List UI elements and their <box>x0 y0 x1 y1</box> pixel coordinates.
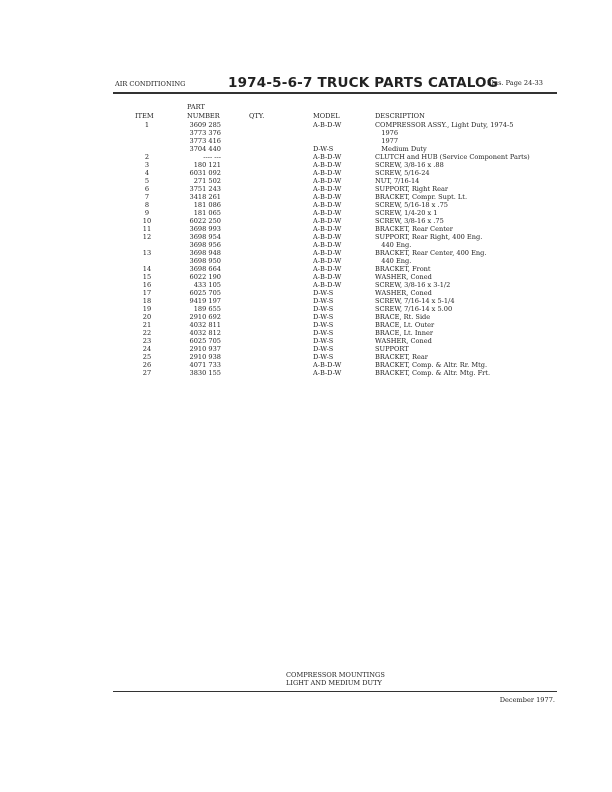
part-description: WASHER, Coned <box>375 337 432 345</box>
model-codes: D-W-S <box>313 297 334 305</box>
model-codes: D-W-S <box>313 345 334 353</box>
part-description: SCREW, 3/8-16 x .75 <box>375 217 444 225</box>
item-number: 8 <box>144 201 150 209</box>
model-codes: A-B-D-W <box>313 265 342 273</box>
model-codes: A-B-D-W <box>313 273 342 281</box>
table-row <box>0 265 612 273</box>
section-label: AIR CONDITIONING <box>115 80 186 88</box>
part-description: SCREW, 7/16-14 x 5.00 <box>375 305 453 313</box>
part-description: WASHER, Coned <box>375 289 432 297</box>
model-codes: D-W-S <box>313 145 334 153</box>
model-codes: D-W-S <box>313 313 334 321</box>
model-codes: A-B-D-W <box>313 233 342 241</box>
item-number: 17 <box>142 289 152 297</box>
part-description: BRACE, Lt. Outer <box>375 321 435 329</box>
part-description: BRACE, Rt. Side <box>375 313 431 321</box>
table-row <box>0 209 612 217</box>
figure-caption-line1: COMPRESSOR MOUNTINGS <box>286 671 385 679</box>
part-description: 440 Eng. <box>375 241 412 249</box>
model-codes: A-B-D-W <box>313 121 342 129</box>
table-row <box>0 137 612 145</box>
part-number: 3698 993 <box>189 225 221 233</box>
part-description: BRACKET, Rear Center <box>375 225 453 233</box>
part-number: 3751 243 <box>189 185 221 193</box>
part-number: 4071 733 <box>189 361 221 369</box>
table-row <box>0 249 612 257</box>
model-codes: A-B-D-W <box>313 369 342 377</box>
part-description: BRACKET, Comp. & Altr. Rr. Mtg. <box>375 361 488 369</box>
model-codes: A-B-D-W <box>313 257 342 265</box>
table-row <box>0 321 612 329</box>
part-description: 440 Eng. <box>375 257 412 265</box>
table-row <box>0 241 612 249</box>
part-description: SUPPORT, Right Rear <box>375 185 449 193</box>
item-number: 18 <box>142 297 152 305</box>
item-number: 1 <box>144 121 150 129</box>
model-codes: A-B-D-W <box>313 161 342 169</box>
part-number: 6031 092 <box>189 169 221 177</box>
part-description: CLUTCH and HUB (Service Component Parts) <box>375 153 530 161</box>
part-number: 181 065 <box>193 209 221 217</box>
model-codes: A-B-D-W <box>313 225 342 233</box>
model-codes: A-B-D-W <box>313 217 342 225</box>
footer-rule <box>113 691 557 692</box>
part-description: Medium Duty <box>375 145 427 153</box>
part-number: 189 655 <box>193 305 221 313</box>
part-description: SCREW, 1/4-20 x 1 <box>375 209 438 217</box>
item-number: 22 <box>142 329 152 337</box>
item-number: 19 <box>142 305 152 313</box>
item-number: 6 <box>144 185 150 193</box>
part-description: SCREW, 3/8-16 x 3-1/2 <box>375 281 451 289</box>
item-number: 13 <box>142 249 152 257</box>
part-description: 1977 <box>375 137 399 145</box>
item-number: 11 <box>142 225 152 233</box>
part-description: 1976 <box>375 129 399 137</box>
part-description: SUPPORT <box>375 345 409 353</box>
col-part-top: PART <box>187 103 205 111</box>
part-description: BRACKET, Rear <box>375 353 428 361</box>
item-number: 23 <box>142 337 152 345</box>
part-number: 3698 954 <box>189 233 221 241</box>
part-number: 3698 948 <box>189 249 221 257</box>
model-codes: A-B-D-W <box>313 169 342 177</box>
part-number: 3698 956 <box>189 241 221 249</box>
table-row <box>0 361 612 369</box>
table-row <box>0 345 612 353</box>
table-row <box>0 281 612 289</box>
part-number: 3698 664 <box>189 265 221 273</box>
table-row <box>0 121 612 129</box>
table-row <box>0 313 612 321</box>
table-row <box>0 161 612 169</box>
table-row <box>0 329 612 337</box>
model-codes: A-B-D-W <box>313 361 342 369</box>
model-codes: D-W-S <box>313 321 334 329</box>
model-codes: A-B-D-W <box>313 177 342 185</box>
part-description: BRACKET, Comp. & Altr. Mtg. Frt. <box>375 369 491 377</box>
item-number: 14 <box>142 265 152 273</box>
table-row <box>0 145 612 153</box>
item-number: 7 <box>144 193 150 201</box>
item-number: 24 <box>142 345 152 353</box>
item-number: 27 <box>142 369 152 377</box>
table-row <box>0 153 612 161</box>
part-number: 4032 811 <box>189 321 221 329</box>
table-row <box>0 257 612 265</box>
part-description: SCREW, 7/16-14 x 5-1/4 <box>375 297 455 305</box>
table-row <box>0 177 612 185</box>
item-number: 5 <box>144 177 150 185</box>
item-number: 9 <box>144 209 150 217</box>
part-description: COMPRESSOR ASSY., Light Duty, 1974-5 <box>375 121 514 129</box>
model-codes: D-W-S <box>313 329 334 337</box>
part-number: 6022 190 <box>189 273 221 281</box>
col-description: DESCRIPTION <box>375 112 425 120</box>
part-number: ---- --- <box>203 153 221 161</box>
model-codes: D-W-S <box>313 305 334 313</box>
table-row <box>0 305 612 313</box>
model-codes: D-W-S <box>313 337 334 345</box>
table-row <box>0 233 612 241</box>
item-number: 21 <box>142 321 152 329</box>
table-row <box>0 337 612 345</box>
part-number: 3830 155 <box>189 369 221 377</box>
table-row <box>0 289 612 297</box>
part-description: SCREW, 3/8-16 x .88 <box>375 161 444 169</box>
model-codes: A-B-D-W <box>313 281 342 289</box>
table-row <box>0 169 612 177</box>
part-description: BRACKET, Compr. Supt. Lt. <box>375 193 468 201</box>
model-codes: A-B-D-W <box>313 201 342 209</box>
model-codes: A-B-D-W <box>313 209 342 217</box>
item-number: 15 <box>142 273 152 281</box>
part-number: 3704 440 <box>189 145 221 153</box>
part-description: SCREW, 5/16-18 x .75 <box>375 201 448 209</box>
table-row <box>0 225 612 233</box>
col-item: ITEM <box>135 112 154 120</box>
part-number: 3773 376 <box>189 129 221 137</box>
part-description: SCREW, 5/16-24 <box>375 169 430 177</box>
part-number: 2910 938 <box>189 353 221 361</box>
item-number: 3 <box>144 161 150 169</box>
table-row <box>0 129 612 137</box>
part-number: 4032 812 <box>189 329 221 337</box>
item-number: 20 <box>142 313 152 321</box>
table-row <box>0 185 612 193</box>
figure-caption-line2: LIGHT AND MEDIUM DUTY <box>286 679 382 687</box>
part-number: 3773 416 <box>189 137 221 145</box>
item-number: 12 <box>142 233 152 241</box>
model-codes: D-W-S <box>313 353 334 361</box>
part-number: 6025 705 <box>189 289 221 297</box>
part-number: 433 105 <box>193 281 221 289</box>
model-codes: A-B-D-W <box>313 249 342 257</box>
item-number: 2 <box>144 153 150 161</box>
table-row <box>0 193 612 201</box>
item-number: 4 <box>144 169 150 177</box>
part-number: 9419 197 <box>189 297 221 305</box>
table-row <box>0 369 612 377</box>
part-description: WASHER, Coned <box>375 273 432 281</box>
model-codes: A-B-D-W <box>313 193 342 201</box>
table-row <box>0 297 612 305</box>
model-codes: A-B-D-W <box>313 185 342 193</box>
col-part: NUMBER <box>187 112 220 120</box>
part-description: BRACE, Lt. Inner <box>375 329 433 337</box>
part-number: 271 502 <box>193 177 221 185</box>
part-number: 3418 261 <box>189 193 221 201</box>
model-codes: D-W-S <box>313 289 334 297</box>
part-number: 2910 937 <box>189 345 221 353</box>
table-row <box>0 201 612 209</box>
footer-date: December 1977. <box>499 696 555 704</box>
part-number: 6025 705 <box>189 337 221 345</box>
item-number: 25 <box>142 353 152 361</box>
part-description: BRACKET, Rear Center, 400 Eng. <box>375 249 487 257</box>
model-codes: A-B-D-W <box>313 241 342 249</box>
page-title: 1974-5-6-7 TRUCK PARTS CATALOG <box>228 75 499 91</box>
header-rule <box>113 92 557 94</box>
table-row <box>0 217 612 225</box>
table-row <box>0 273 612 281</box>
part-description: NUT, 7/16-14 <box>375 177 420 185</box>
model-codes: A-B-D-W <box>313 153 342 161</box>
part-number: 2910 692 <box>189 313 221 321</box>
part-description: SUPPORT, Rear Right, 400 Eng. <box>375 233 483 241</box>
part-number: 6022 250 <box>189 217 221 225</box>
col-qty: QTY. <box>249 112 265 120</box>
item-number: 26 <box>142 361 152 369</box>
part-description: BRACKET, Front <box>375 265 431 273</box>
part-number: 180 121 <box>193 161 221 169</box>
part-number: 181 086 <box>193 201 221 209</box>
part-number: 3698 950 <box>189 257 221 265</box>
part-number: 3609 285 <box>189 121 221 129</box>
illustration-page-ref: Illus. Page 24-33 <box>487 79 543 87</box>
col-model: MODEL <box>313 112 340 120</box>
item-number: 10 <box>142 217 152 225</box>
table-row <box>0 353 612 361</box>
item-number: 16 <box>142 281 152 289</box>
